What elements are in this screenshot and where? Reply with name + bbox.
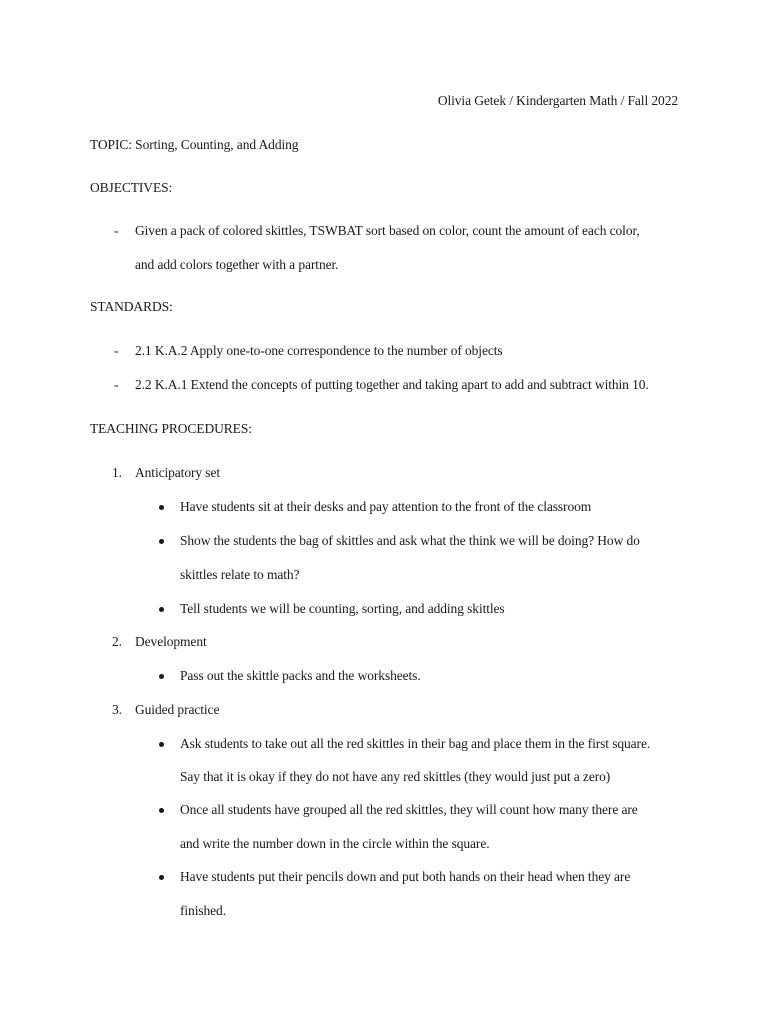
bullet-text: Pass out the skittle packs and the worksheets. <box>180 668 421 683</box>
bullet-text: Once all students have grouped all the red skittles, they will count how many there are <box>180 802 638 817</box>
step-number: 3. <box>112 702 122 717</box>
objective-text-line-1: Given a pack of colored skittles, TSWBAT sort based on color, count the amount of each color, <box>135 223 640 238</box>
bullet-icon <box>159 539 164 544</box>
bullet-icon <box>159 505 164 510</box>
step-title-anticipatory-set: Anticipatory set <box>135 465 221 480</box>
standard-marker: - <box>114 343 119 358</box>
bullet-text: Have students sit at their desks and pay attention to the front of the classroom <box>180 499 592 514</box>
step-title-guided-practice: Guided practice <box>135 702 220 717</box>
objectives-heading: OBJECTIVES: <box>90 180 173 195</box>
topic-line: TOPIC: Sorting, Counting, and Adding <box>90 137 299 152</box>
bullet-text-continued: skittles relate to math? <box>180 567 300 582</box>
step-number: 2. <box>112 634 122 649</box>
procedures-heading: TEACHING PROCEDURES: <box>90 421 252 436</box>
bullet-icon <box>159 808 164 813</box>
bullet-icon <box>159 674 164 679</box>
step-title-development: Development <box>135 634 207 649</box>
bullet-icon <box>159 742 164 747</box>
standard-item: 2.1 K.A.2 Apply one-to-one correspondence to the number of objects <box>135 343 503 358</box>
bullet-text: Have students put their pencils down and put both hands on their head when they are <box>180 869 631 884</box>
standard-marker: - <box>114 377 119 392</box>
bullet-text: Show the students the bag of skittles and ask what the think we will be doing? How do <box>180 533 640 548</box>
bullet-text: Tell students we will be counting, sorting, and adding skittles <box>180 601 505 616</box>
objective-text-line-2: and add colors together with a partner. <box>135 257 339 272</box>
bullet-text-continued: finished. <box>180 903 226 918</box>
standards-heading: STANDARDS: <box>90 299 173 314</box>
step-number: 1. <box>112 465 122 480</box>
bullet-icon <box>159 875 164 880</box>
bullet-text: Ask students to take out all the red skittles in their bag and place them in the first square. <box>180 736 651 751</box>
objective-marker: - <box>114 223 119 238</box>
bullet-text-continued: and write the number down in the circle within the square. <box>180 836 490 851</box>
bullet-icon <box>159 607 164 612</box>
standard-item: 2.2 K.A.1 Extend the concepts of putting together and taking apart to add and subtract within 10. <box>135 377 649 392</box>
bullet-text-continued: Say that it is okay if they do not have any red skittles (they would just put a zero) <box>180 769 611 784</box>
document-header: Olivia Getek / Kindergarten Math / Fall 2022 <box>437 93 678 108</box>
